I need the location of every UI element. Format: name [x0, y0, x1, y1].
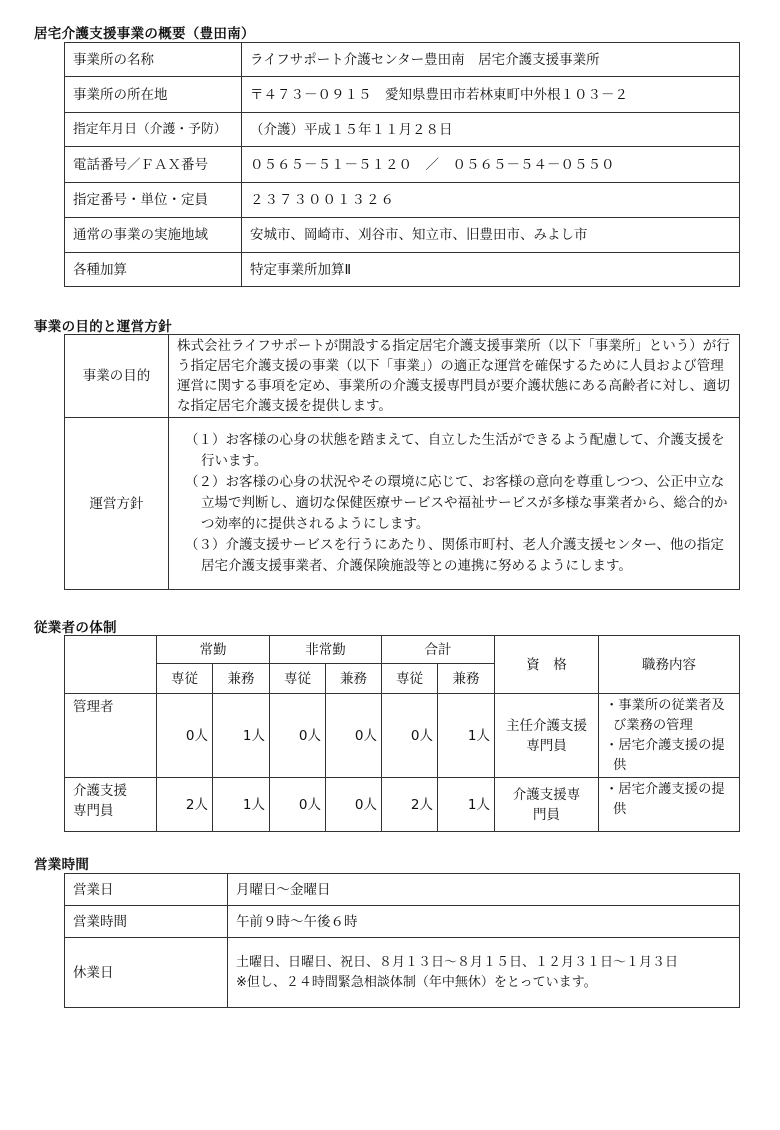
- table-row: [65, 694, 740, 778]
- count-cell: 0人: [326, 778, 382, 832]
- staff-table: [64, 635, 740, 832]
- row-value: [228, 938, 740, 1008]
- closed-note: ※但し、２４時間緊急相談体制（年中無休）をとっています。: [236, 974, 597, 990]
- table-row: [65, 636, 740, 664]
- table-row: [65, 874, 740, 906]
- count-cell: 1人: [213, 778, 270, 832]
- table-row: [65, 253, 740, 287]
- row-label: 電話番号／ＦＡＸ番号: [65, 147, 242, 183]
- sub-header: 兼務: [326, 664, 382, 694]
- sub-header: 兼務: [213, 664, 270, 694]
- count-cell: 0人: [382, 694, 438, 778]
- table-row: [65, 218, 740, 253]
- sub-header: 専従: [382, 664, 438, 694]
- duty-item: ・居宅介護支援の提供: [605, 782, 725, 817]
- row-value: 安城市、岡崎市、刈谷市、知立市、旧豊田市、みよし市: [242, 218, 740, 253]
- row-label: 指定番号・単位・定員: [65, 183, 242, 218]
- row-label: 各種加算: [65, 253, 242, 287]
- count-cell: 0人: [157, 694, 213, 778]
- list-item: （３）介護支援サービスを行うにあたり、関係市町村、老人介護支援センター、他の指定居宅介護支援事業者、介護保険施設等との連携に努めるようにします。: [185, 537, 724, 574]
- corner-cell: [65, 636, 157, 694]
- table-row: [65, 147, 740, 183]
- table-row: [65, 113, 740, 147]
- table-row: [65, 77, 740, 113]
- qual-cell: 介護支援専門員: [495, 778, 599, 832]
- sub-header: 専従: [270, 664, 326, 694]
- list-item: （２）お客様の心身の状況やその環境に応じて、お客様の意向を尊重しつつ、公正中立な立場で判断し、適切な保健医療サービスや福祉サービスが多様な事業者から、総合的かつ効率的に提供されるようにします。: [185, 474, 728, 532]
- row-label: 営業日: [65, 874, 228, 906]
- table-row: [65, 335, 740, 418]
- row-label: 指定年月日（介護・予防）: [65, 113, 242, 147]
- row-value: 〒４７３－０９１５ 愛知県豊田市若林東町中外根１０３－２: [242, 77, 740, 113]
- table-row: [65, 938, 740, 1008]
- sub-header: 兼務: [438, 664, 495, 694]
- row-label: 事業所の名称: [65, 43, 242, 77]
- row-label: 営業時間: [65, 906, 228, 938]
- duty-cell: [599, 694, 740, 778]
- table-row: [65, 906, 740, 938]
- purpose-text: 株式会社ライフサポートが開設する指定居宅介護支援事業所（以下「事業所」という）が行う指定居宅介護支援の事業（以下「事業」）の適正な運営を確保するために人員および管理運営に関する事項を定め、事業所の介護支援専門員が要介護状態にある高齢者に対し、適切な指定居宅介護支援を提供します。: [169, 335, 740, 418]
- purpose-heading: 事業の目的と運営方針: [34, 319, 172, 335]
- table-row: [65, 43, 740, 77]
- count-cell: 0人: [270, 778, 326, 832]
- row-label: 通常の事業の実施地域: [65, 218, 242, 253]
- count-cell: 2人: [157, 778, 213, 832]
- group-header: 非常勤: [270, 636, 382, 664]
- duty-cell: [599, 778, 740, 832]
- row-value: 午前９時～午後６時: [228, 906, 740, 938]
- role-cell: 管理者: [65, 694, 157, 778]
- row-value: 特定事業所加算Ⅱ: [242, 253, 740, 287]
- count-cell: 1人: [213, 694, 270, 778]
- group-header: 合計: [382, 636, 495, 664]
- qual-header: 資 格: [495, 636, 599, 694]
- sub-header: 専従: [157, 664, 213, 694]
- duty-header: 職務内容: [599, 636, 740, 694]
- table-row: [65, 183, 740, 218]
- count-cell: 2人: [382, 778, 438, 832]
- row-value: （介護）平成１５年１１月２８日: [242, 113, 740, 147]
- row-label: 休業日: [65, 938, 228, 1008]
- list-item: （１）お客様の心身の状態を踏まえて、自立した生活ができるよう配慮して、介護支援を行います。: [185, 432, 725, 469]
- row-value: ライフサポート介護センター豊田南 居宅介護支援事業所: [242, 43, 740, 77]
- hours-table: [64, 873, 740, 1008]
- table-row: [65, 418, 740, 590]
- staff-heading: 従業者の体制: [34, 620, 117, 636]
- role-cell: 介護支援専門員: [65, 778, 157, 832]
- row-label: 事業所の所在地: [65, 77, 242, 113]
- count-cell: 0人: [326, 694, 382, 778]
- policy-cell: [169, 418, 740, 590]
- policy-label: 運営方針: [65, 418, 169, 590]
- table-row: [65, 778, 740, 832]
- closed-days: 土曜日、日曜日、祝日、８月１３日～８月１５日、１２月３１日～１月３日: [236, 954, 679, 970]
- group-header: 常勤: [157, 636, 270, 664]
- hours-heading: 営業時間: [34, 857, 90, 873]
- overview-table: [64, 42, 740, 287]
- qual-cell: 主任介護支援専門員: [495, 694, 599, 778]
- policy-list: [179, 430, 731, 577]
- count-cell: 0人: [270, 694, 326, 778]
- count-cell: 1人: [438, 778, 495, 832]
- duty-item: ・居宅介護支援の提供: [605, 737, 725, 773]
- purpose-label: 事業の目的: [65, 335, 169, 418]
- row-value: ０５６５－５１－５１２０ ／ ０５６５－５４－０５５０: [242, 147, 740, 183]
- purpose-table: [64, 334, 740, 590]
- count-cell: 1人: [438, 694, 495, 778]
- row-value: 月曜日～金曜日: [228, 874, 740, 906]
- row-value: ２３７３００１３２６: [242, 183, 740, 218]
- duty-item: ・事業所の従業者及び業務の管理: [605, 697, 725, 733]
- overview-heading: 居宅介護支援事業の概要（豊田南）: [34, 26, 255, 42]
